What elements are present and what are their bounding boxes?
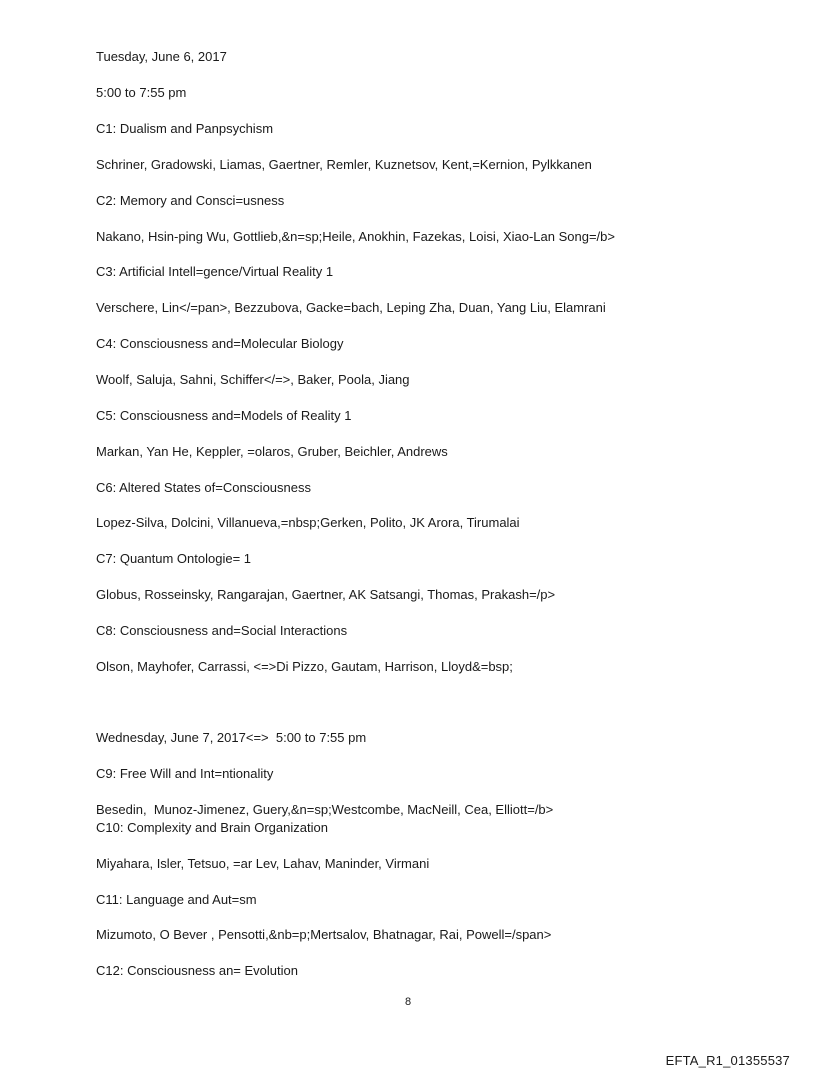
- time-range: 5:00 to 7:55 pm: [96, 85, 187, 100]
- session-presenters: Nakano, Hsin-ping Wu, Gottlieb,&n=sp;Heile, Anokhin, Fazekas, Loisi, Xiao-Lan Song=/b>: [96, 229, 615, 244]
- session-title: C12: Consciousness an= Evolution: [96, 963, 298, 978]
- date-heading: Wednesday, June 7, 2017<=> 5:00 to 7:55 pm: [96, 730, 367, 745]
- session-title: C11: Language and Aut=sm: [96, 892, 257, 907]
- session-title: C2: Memory and Consci=usness: [96, 193, 285, 208]
- session-presenters: Miyahara, Isler, Tetsuo, =ar Lev, Lahav, Maninder, Virmani: [96, 856, 430, 871]
- session-title: C9: Free Will and Int=ntionality: [96, 766, 274, 781]
- session-presenters: Olson, Mayhofer, Carrassi, <=>Di Pizzo, Gautam, Harrison, Lloyd&=bsp;: [96, 659, 513, 674]
- session-title: C5: Consciousness and=Models of Reality 1: [96, 408, 352, 423]
- document-id: EFTA_R1_01355537: [665, 1053, 790, 1068]
- session-presenters: Schriner, Gradowski, Liamas, Gaertner, Remler, Kuznetsov, Kent,=Kernion, Pylkkanen: [96, 157, 592, 172]
- session-title: C10: Complexity and Brain Organization: [96, 820, 328, 835]
- session-title: C1: Dualism and Panpsychism: [96, 121, 274, 136]
- date-heading: Tuesday, June 6, 2017: [96, 49, 227, 64]
- session-presenters: Mizumoto, O Bever , Pensotti,&nb=p;Mertsalov, Bhatnagar, Rai, Powell=/span>: [96, 927, 552, 942]
- session-presenters: Markan, Yan He, Keppler, =olaros, Gruber, Beichler, Andrews: [96, 444, 448, 459]
- page-number: 8: [404, 996, 412, 1008]
- session-presenters: Verschere, Lin</=pan>, Bezzubova, Gacke=bach, Leping Zha, Duan, Yang Liu, Elamrani: [96, 300, 606, 315]
- session-presenters: Woolf, Saluja, Sahni, Schiffer</=>, Baker, Poola, Jiang: [96, 372, 410, 387]
- session-title: C3: Artificial Intell=gence/Virtual Reality 1: [96, 264, 334, 279]
- session-title: C6: Altered States of=Consciousness: [96, 480, 311, 495]
- session-title: C7: Quantum Ontologie= 1: [96, 551, 252, 566]
- session-presenters: Globus, Rosseinsky, Rangarajan, Gaertner, AK Satsangi, Thomas, Prakash=/p>: [96, 587, 556, 602]
- session-presenters: Lopez-Silva, Dolcini, Villanueva,=nbsp;Gerken, Polito, JK Arora, Tirumalai: [96, 515, 520, 530]
- session-title: C8: Consciousness and=Social Interactions: [96, 623, 348, 638]
- session-presenters: Besedin, Munoz-Jimenez, Guery,&n=sp;Westcombe, MacNeill, Cea, Elliott=/b>: [96, 802, 554, 817]
- session-title: C4: Consciousness and=Molecular Biology: [96, 336, 344, 351]
